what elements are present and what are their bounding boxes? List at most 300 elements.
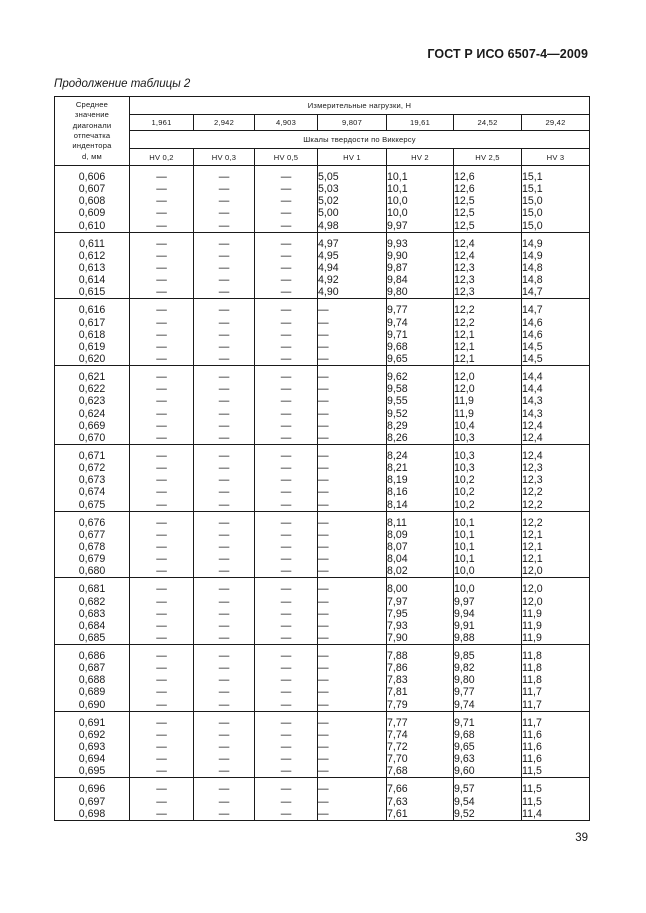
cell-value: — [156, 419, 167, 432]
cell-value: 9,54 [454, 795, 475, 808]
cell-value: — [280, 686, 292, 699]
cell-value: 7,95 [387, 607, 408, 620]
cell-value: 0,691 [78, 716, 106, 729]
cell-value: — [156, 783, 167, 796]
cell-value: — [156, 516, 167, 529]
cell-value: 15,1 [522, 171, 543, 183]
cell-value: 10,0 [387, 195, 408, 208]
cell-value: — [156, 498, 167, 511]
cell-value: 12,4 [522, 419, 543, 432]
cell-value: — [156, 474, 167, 487]
cell-value: — [156, 583, 167, 596]
cell-value: 11,5 [522, 765, 542, 778]
cell-value: 0,689 [78, 686, 106, 699]
cell-hv3 [522, 371, 590, 444]
cell-c2 [194, 238, 255, 299]
cell-hv1 [318, 717, 387, 778]
cell-value: 0,677 [78, 528, 106, 541]
cell-value: 8,02 [387, 565, 408, 578]
cell-value: 9,97 [387, 219, 408, 232]
cell-value: — [280, 498, 292, 511]
cell-c3 [255, 238, 318, 299]
cell-value: 15,0 [522, 195, 543, 208]
cell-value: — [318, 540, 329, 553]
cell-value: 4,98 [318, 219, 339, 232]
cell-value: 0,609 [78, 207, 106, 220]
cell-value: 0,616 [78, 304, 106, 317]
cell-c2 [194, 583, 255, 644]
cell-value: — [280, 237, 292, 250]
cell-value: 7,66 [387, 783, 408, 796]
cell-c1 [130, 371, 194, 444]
cell-c2 [194, 783, 255, 820]
cell-value: 11,6 [522, 741, 542, 754]
cell-d [55, 783, 130, 820]
cell-value: 9,77 [454, 686, 475, 699]
cell-value: — [318, 516, 329, 529]
cell-value: 8,09 [387, 528, 408, 541]
cell-value: — [156, 352, 167, 365]
cell-value: 10,3 [454, 431, 475, 444]
cell-value: — [156, 716, 167, 729]
cell-value: — [218, 741, 230, 754]
cell-value: — [280, 249, 292, 262]
cell-value: — [156, 662, 167, 675]
cell-value: 4,95 [318, 249, 339, 262]
table-row-group [55, 450, 590, 511]
cell-hv2 [387, 171, 454, 232]
cell-value: — [218, 407, 230, 420]
cell-value: — [280, 595, 292, 608]
cell-value: — [280, 219, 292, 232]
cell-value: 0,679 [78, 553, 106, 566]
cell-value: 10,1 [454, 516, 475, 529]
cell-value: 0,613 [78, 261, 106, 274]
cell-value: 14,6 [522, 328, 543, 341]
cell-value: — [156, 286, 167, 299]
cell-value: — [156, 237, 167, 250]
cell-value: 10,1 [454, 553, 475, 566]
cell-hv1 [318, 304, 387, 365]
cell-value: — [156, 462, 167, 475]
cell-value: 0,610 [78, 219, 106, 232]
cell-hv25 [454, 517, 522, 578]
cell-value: 10,0 [387, 207, 408, 220]
cell-value: — [218, 728, 230, 741]
cell-value: 9,90 [387, 249, 408, 262]
cell-value: — [280, 474, 292, 487]
cell-value: — [280, 783, 292, 796]
cell-hv3 [522, 450, 590, 511]
cell-value: — [156, 528, 167, 541]
cell-value: — [280, 316, 292, 329]
cell-d [55, 717, 130, 778]
cell-value: 0,681 [78, 583, 106, 596]
cell-hv25 [454, 583, 522, 644]
cell-value: — [318, 741, 329, 754]
cell-value: — [280, 340, 292, 353]
cell-value: 0,688 [78, 674, 106, 687]
cell-value: 12,4 [522, 449, 543, 462]
cell-value: — [218, 553, 230, 566]
scale-label: HV 3 [522, 149, 590, 166]
cell-value: — [280, 352, 292, 365]
table-caption: Продолжение таблицы 2 [54, 78, 191, 90]
cell-value: 9,85 [454, 650, 475, 663]
cell-value: — [218, 395, 230, 408]
cell-hv1 [318, 450, 387, 511]
cell-value: — [280, 407, 292, 420]
cell-value: — [156, 383, 167, 396]
cell-value: — [156, 650, 167, 663]
cell-value: — [218, 753, 230, 766]
cell-value: 0,619 [78, 340, 106, 353]
cell-value: 0,684 [78, 619, 106, 632]
cell-value: 4,94 [318, 261, 339, 274]
cell-value: 15,0 [522, 207, 543, 220]
cell-value: — [318, 474, 329, 487]
cell-value: — [218, 595, 230, 608]
cell-value: 0,692 [78, 728, 106, 741]
cell-value: — [318, 565, 329, 578]
cell-hv2 [387, 371, 454, 444]
cell-value: — [218, 449, 230, 462]
cell-value: — [318, 395, 329, 408]
cell-value: 8,11 [387, 516, 407, 529]
cell-value: 12,2 [522, 516, 543, 529]
cell-c3 [255, 517, 318, 578]
cell-value: 9,62 [387, 371, 408, 384]
cell-value: 0,694 [78, 753, 106, 766]
cell-value: — [218, 486, 230, 499]
cell-value: 9,71 [454, 716, 475, 729]
cell-value: — [218, 171, 230, 183]
cell-hv1 [318, 171, 387, 232]
cell-hv3 [522, 171, 590, 232]
cell-value: 10,2 [454, 486, 475, 499]
cell-value: 11,8 [522, 674, 542, 687]
cell-value: — [156, 753, 167, 766]
cell-value: — [280, 741, 292, 754]
stub-header [55, 97, 130, 166]
cell-value: 9,65 [387, 352, 408, 365]
cell-value: — [280, 371, 292, 384]
cell-value: 9,80 [454, 674, 475, 687]
cell-value: 9,87 [387, 261, 408, 274]
cell-value: — [218, 274, 230, 287]
cell-value: — [280, 395, 292, 408]
cell-c1 [130, 783, 194, 820]
cell-value: 9,63 [454, 753, 475, 766]
table-row-group [55, 583, 590, 644]
cell-value: — [218, 698, 230, 711]
cell-value: 0,620 [78, 352, 106, 365]
cell-value: — [318, 528, 329, 541]
cell-value: — [280, 728, 292, 741]
cell-value: 15,1 [522, 183, 543, 196]
stub-line: диагонали [72, 120, 112, 130]
cell-value: 7,70 [387, 753, 408, 766]
cell-value: 10,2 [454, 474, 475, 487]
cell-value: 11,7 [522, 686, 542, 699]
cell-c3 [255, 650, 318, 711]
cell-value: — [156, 171, 167, 183]
cell-c1 [130, 517, 194, 578]
cell-value: — [280, 528, 292, 541]
cell-value: 9,52 [454, 807, 475, 820]
cell-value: — [280, 795, 292, 808]
cell-value: 5,05 [318, 171, 339, 183]
page-number: 39 [575, 832, 588, 844]
document-header: ГОСТ Р ИСО 6507-4—2009 [427, 47, 588, 61]
cell-hv25 [454, 371, 522, 444]
cell-value: 0,611 [79, 237, 105, 250]
cell-hv2 [387, 517, 454, 578]
cell-value: — [318, 607, 329, 620]
cell-value: 10,3 [454, 462, 475, 475]
cell-value: — [218, 662, 230, 675]
cell-value: — [156, 698, 167, 711]
cell-c1 [130, 450, 194, 511]
cell-c3 [255, 304, 318, 365]
cell-value: 7,83 [387, 674, 408, 687]
cell-value: 9,82 [454, 662, 475, 675]
cell-value: 11,9 [522, 619, 542, 632]
cell-value: 0,697 [78, 795, 106, 808]
load-value: 4,903 [255, 115, 318, 131]
cell-value: 10,3 [454, 449, 475, 462]
cell-value: 0,615 [78, 286, 106, 299]
cell-value: 7,79 [387, 698, 408, 711]
cell-value: 14,7 [522, 304, 543, 317]
cell-value: 7,93 [387, 619, 408, 632]
cell-value: 0,696 [78, 783, 106, 796]
cell-value: 4,97 [318, 237, 339, 250]
cell-value: — [280, 183, 292, 196]
cell-value: 12,2 [522, 498, 543, 511]
cell-value: — [280, 261, 292, 274]
cell-value: 0,670 [78, 431, 106, 444]
table-body [55, 166, 590, 821]
cell-value: — [280, 328, 292, 341]
cell-value: — [318, 462, 329, 475]
cell-value: 12,1 [454, 340, 475, 353]
cell-value: — [318, 650, 329, 663]
cell-value: — [218, 261, 230, 274]
table-row-group [55, 517, 590, 578]
cell-c1 [130, 304, 194, 365]
loads-header: Измерительные нагрузки, Н [130, 97, 590, 115]
cell-value: — [280, 286, 292, 299]
cell-value: 9,58 [387, 383, 408, 396]
cell-value: 0,607 [78, 183, 106, 196]
cell-value: — [280, 540, 292, 553]
cell-value: 0,686 [78, 650, 106, 663]
cell-value: 7,68 [387, 765, 408, 778]
cell-value: — [218, 219, 230, 232]
cell-value: 12,1 [454, 328, 475, 341]
cell-hv1 [318, 238, 387, 299]
cell-value: — [318, 304, 329, 317]
cell-value: — [156, 674, 167, 687]
cell-value: 10,0 [454, 565, 475, 578]
cell-value: — [318, 783, 329, 796]
cell-value: 8,16 [387, 486, 408, 499]
cell-value: — [156, 728, 167, 741]
load-value: 24,52 [454, 115, 522, 131]
cell-value: 9,84 [387, 274, 408, 287]
cell-value: 11,5 [522, 783, 542, 796]
cell-value: — [318, 716, 329, 729]
cell-value: — [280, 698, 292, 711]
cell-c1 [130, 583, 194, 644]
cell-value: 0,698 [78, 807, 106, 820]
cell-value: — [280, 674, 292, 687]
cell-value: — [280, 274, 292, 287]
cell-value: — [156, 553, 167, 566]
cell-value: — [218, 565, 230, 578]
cell-value: — [280, 607, 292, 620]
cell-value: — [218, 607, 230, 620]
scale-label: HV 2 [387, 149, 454, 166]
cell-value: — [218, 619, 230, 632]
cell-value: 9,80 [387, 286, 408, 299]
table-row-group [55, 717, 590, 778]
scale-label: HV 1 [318, 149, 387, 166]
cell-hv1 [318, 371, 387, 444]
cell-value: 0,680 [78, 565, 106, 578]
cell-value: 11,7 [522, 698, 542, 711]
cell-value: 8,07 [387, 540, 408, 553]
cell-value: 12,0 [522, 583, 543, 596]
cell-c3 [255, 783, 318, 820]
cell-value: 10,1 [387, 171, 408, 183]
cell-c2 [194, 450, 255, 511]
cell-value: 9,60 [454, 765, 475, 778]
cell-value: — [318, 807, 329, 820]
cell-value: — [318, 753, 329, 766]
cell-value: — [318, 316, 329, 329]
cell-value: 11,8 [522, 650, 542, 663]
cell-value: 0,614 [78, 274, 106, 287]
scale-label: HV 0,3 [194, 149, 255, 166]
cell-value: 12,5 [454, 207, 475, 220]
cell-c3 [255, 450, 318, 511]
cell-value: — [218, 371, 230, 384]
cell-value: — [318, 419, 329, 432]
cell-value: 11,5 [522, 795, 542, 808]
cell-value: — [318, 686, 329, 699]
cell-value: — [156, 261, 167, 274]
cell-value: — [280, 662, 292, 675]
cell-value: — [318, 595, 329, 608]
cell-c1 [130, 717, 194, 778]
cell-value: — [218, 340, 230, 353]
cell-value: — [280, 650, 292, 663]
cell-value: 5,03 [318, 183, 339, 196]
cell-value: 14,4 [522, 371, 543, 384]
cell-value: 12,5 [454, 195, 475, 208]
cell-value: — [280, 486, 292, 499]
cell-hv1 [318, 517, 387, 578]
cell-value: — [280, 807, 292, 820]
cell-value: — [318, 407, 329, 420]
cell-value: — [280, 565, 292, 578]
cell-value: 12,3 [522, 474, 543, 487]
cell-value: 0,621 [78, 371, 106, 384]
cell-value: 11,9 [454, 395, 474, 408]
cell-value: — [156, 304, 167, 317]
cell-value: 9,71 [387, 328, 408, 341]
cell-value: — [156, 219, 167, 232]
cell-value: — [156, 686, 167, 699]
cell-value: 11,9 [454, 407, 474, 420]
cell-value: 7,61 [387, 807, 408, 820]
cell-hv3 [522, 583, 590, 644]
cell-value: — [318, 662, 329, 675]
cell-value: 8,00 [387, 583, 408, 596]
cell-value: 9,55 [387, 395, 408, 408]
cell-value: 7,81 [387, 686, 408, 699]
cell-hv25 [454, 650, 522, 711]
cell-value: — [318, 583, 329, 596]
cell-value: — [318, 383, 329, 396]
stub-line: отпечатка [73, 131, 111, 140]
cell-value: 12,3 [454, 286, 475, 299]
cell-value: — [156, 631, 167, 644]
cell-value: — [318, 698, 329, 711]
cell-value: 14,8 [522, 261, 543, 274]
cell-hv2 [387, 717, 454, 778]
cell-value: — [318, 674, 329, 687]
cell-d [55, 517, 130, 578]
cell-c2 [194, 717, 255, 778]
cell-value: 0,606 [78, 171, 106, 183]
cell-value: — [156, 619, 167, 632]
cell-value: — [318, 553, 329, 566]
cell-value: — [318, 619, 329, 632]
cell-value: 12,0 [522, 565, 543, 578]
cell-value: 7,74 [387, 728, 408, 741]
cell-value: 12,0 [454, 383, 475, 396]
cell-value: 0,669 [78, 419, 106, 432]
table-row-group [55, 783, 590, 820]
cell-value: — [218, 583, 230, 596]
cell-value: 0,695 [78, 765, 106, 778]
cell-value: — [156, 274, 167, 287]
cell-value: 0,673 [78, 474, 106, 487]
cell-c1 [130, 171, 194, 232]
cell-value: — [280, 583, 292, 596]
cell-value: 7,88 [387, 650, 408, 663]
cell-value: 12,5 [454, 219, 475, 232]
cell-value: — [218, 237, 230, 250]
cell-hv2 [387, 583, 454, 644]
cell-value: — [156, 195, 167, 208]
cell-value: 14,3 [522, 395, 543, 408]
cell-hv3 [522, 717, 590, 778]
cell-hv25 [454, 783, 522, 820]
cell-value: — [156, 395, 167, 408]
cell-value: — [218, 207, 230, 220]
cell-value: — [318, 498, 329, 511]
cell-d [55, 583, 130, 644]
cell-value: 14,5 [522, 352, 543, 365]
cell-value: — [318, 765, 329, 778]
cell-value: 0,693 [78, 741, 106, 754]
cell-value: — [280, 207, 292, 220]
cell-hv2 [387, 650, 454, 711]
